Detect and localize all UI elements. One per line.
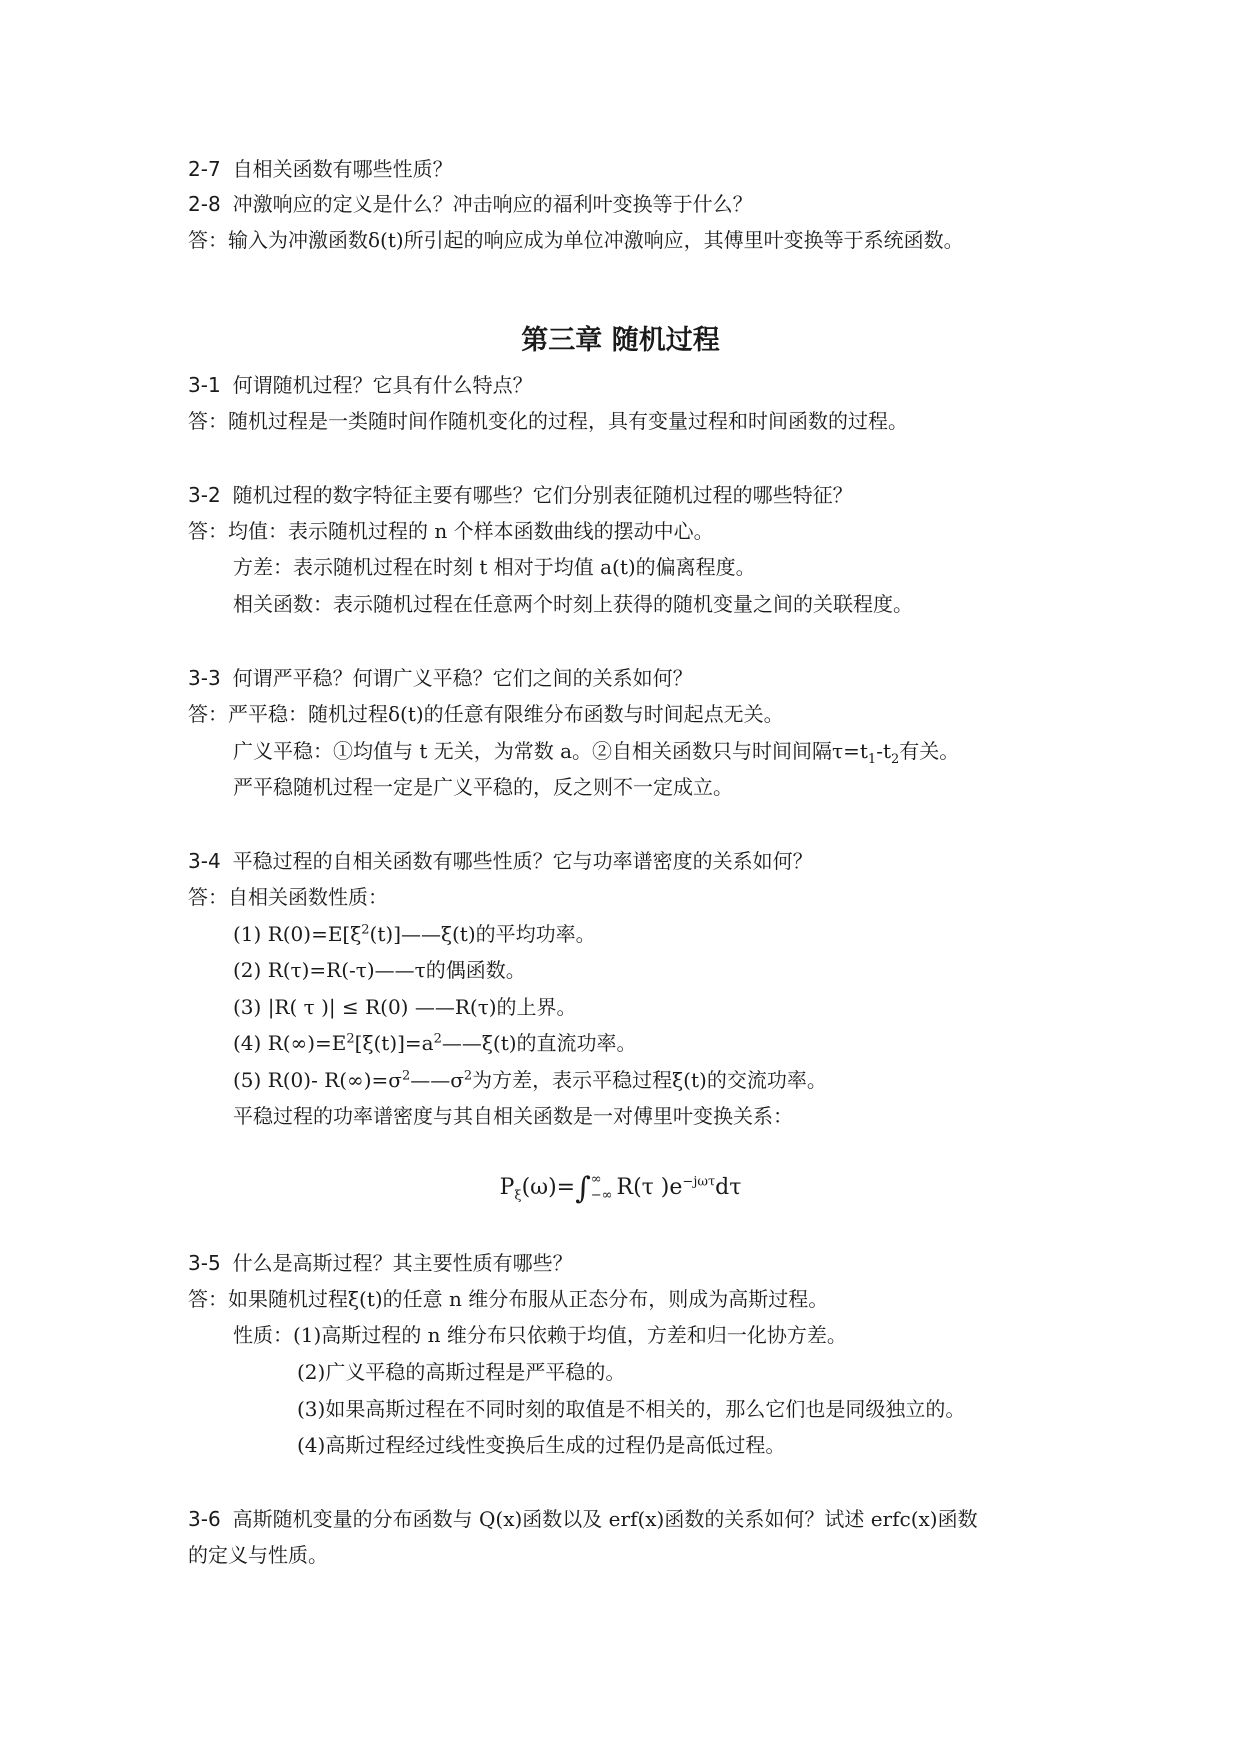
question-text: 什么是高斯过程？其主要性质有哪些？ [232, 1251, 573, 1275]
question-number: 3-6 [188, 1507, 221, 1531]
answer-3-3-strict: 答：严平稳：随机过程δ(t)的任意有限维分布函数与时间起点无关。 [188, 702, 784, 726]
answer-3-1: 答：随机过程是一类随时间作随机变化的过程，具有变量过程和时间函数的过程。 [188, 409, 908, 433]
question-2-8 [188, 189, 753, 219]
question-number: 3-3 [188, 666, 221, 690]
property-2: (2) R(τ)=R(-τ)——τ的偶函数。 [233, 958, 526, 982]
answer-3-2-correlation: 相关函数：表示随机过程在任意两个时刻上获得的随机变量之间的关联程度。 [233, 592, 913, 616]
text-part: [ξ(t)]=a [354, 1031, 434, 1055]
question-3-1 [188, 370, 533, 400]
superscript: −jωτ [682, 1174, 716, 1190]
answer-3-2-mean: 答：均值：表示随机过程的 n 个样本函数曲线的摆动中心。 [188, 519, 714, 543]
text-part: ——ξ(t)的直流功率。 [441, 1031, 637, 1055]
text-part: 为方差，表示平稳过程ξ(t)的交流功率。 [472, 1068, 827, 1092]
superscript: 2 [433, 1031, 442, 1047]
question-text: 随机过程的数字特征主要有哪些？它们分别表征随机过程的哪些特征？ [232, 483, 853, 507]
answer-3-5-prop1: 性质：(1)高斯过程的 n 维分布只依赖于均值，方差和归一化协方差。 [233, 1323, 847, 1347]
question-number: 2-8 [188, 192, 221, 216]
text-part: (1) R(0)=E[ξ [233, 922, 362, 946]
question-number: 3-2 [188, 483, 221, 507]
lower-limit: −∞ [590, 1188, 613, 1203]
answer-2-8: 答：输入为冲激函数δ(t)所引起的响应成为单位冲激响应，其傅里叶变换等于系统函数。 [188, 228, 964, 252]
question-number: 3-4 [188, 849, 221, 873]
integral-limits [591, 1172, 613, 1204]
subscript: ξ [514, 1188, 522, 1204]
question-text: 平稳过程的自相关函数有哪些性质？它与功率谱密度的关系如何？ [232, 849, 813, 873]
property-1 [233, 919, 596, 949]
answer-3-3-wide [233, 736, 959, 766]
upper-limit: ∞ [590, 1172, 602, 1187]
answer-3-3-relation: 严平稳随机过程一定是广义平稳的，反之则不一定成立。 [233, 775, 733, 799]
text-part: (t)]——ξ(t)的平均功率。 [369, 922, 596, 946]
question-number: 3-5 [188, 1251, 221, 1275]
psd-formula [0, 1168, 1241, 1209]
question-text: 何谓严平稳？何谓广义平稳？它们之间的关系如何？ [232, 666, 693, 690]
answer-3-5-prop3: (3)如果高斯过程在不同时刻的取值是不相关的，那么它们也是同级独立的。 [297, 1397, 966, 1421]
subscript: 1 [867, 752, 877, 767]
question-text: 高斯随机变量的分布函数与 Q(x)函数以及 erf(x)函数的关系如何？试述 erfc(x)函数 [232, 1507, 978, 1531]
fourier-relation: 平稳过程的功率谱密度与其自相关函数是一对傅里叶变换关系： [233, 1104, 793, 1128]
text-part: ——σ [410, 1068, 464, 1092]
question-3-6-cont: 的定义与性质。 [188, 1543, 328, 1567]
superscript: 2 [361, 922, 370, 938]
superscript: 2 [401, 1068, 411, 1084]
text-part: 有关。 [899, 739, 960, 763]
text-part: -t [876, 739, 891, 763]
formula-part: P [499, 1175, 515, 1200]
formula-part: R(τ )e [616, 1175, 683, 1200]
question-number: 3-1 [188, 373, 221, 397]
question-3-3 [188, 663, 693, 693]
question-text: 冲激响应的定义是什么？冲击响应的福利叶变换等于什么？ [232, 192, 753, 216]
chapter-title: 第三章 随机过程 [521, 325, 720, 356]
formula-part: dτ [715, 1175, 742, 1200]
text-part: 广义平稳：①均值与 t 无关，为常数 a。②自相关函数只与时间间隔τ=t [233, 739, 868, 763]
question-3-6 [188, 1504, 978, 1534]
superscript: 2 [346, 1031, 355, 1047]
property-3: (3) |R( τ )| ≤ R(0) ——R(τ)的上界。 [233, 995, 577, 1019]
answer-3-4-intro: 答：自相关函数性质： [188, 885, 388, 909]
subscript: 2 [890, 752, 900, 767]
property-5 [233, 1065, 827, 1095]
question-number: 2-7 [188, 157, 221, 181]
answer-3-5-prop2: (2)广义平稳的高斯过程是严平稳的。 [297, 1360, 626, 1384]
answer-3-2-variance: 方差：表示随机过程在时刻 t 相对于均值 a(t)的偏离程度。 [233, 555, 756, 579]
question-2-7 [188, 154, 453, 184]
integral-sign: ∫ [575, 1171, 591, 1206]
text-part: (5) R(0)- R(∞)=σ [233, 1068, 402, 1092]
question-3-5 [188, 1248, 573, 1278]
superscript: 2 [463, 1068, 473, 1084]
property-4 [233, 1028, 637, 1058]
question-3-2 [188, 480, 853, 510]
answer-3-5-def: 答：如果随机过程ξ(t)的任意 n 维分布服从正态分布，则成为高斯过程。 [188, 1287, 829, 1311]
answer-3-5-prop4: (4)高斯过程经过线性变换后生成的过程仍是高低过程。 [297, 1433, 786, 1457]
question-3-4 [188, 846, 813, 876]
question-text: 何谓随机过程？它具有什么特点？ [232, 373, 533, 397]
formula-part: (ω)= [521, 1175, 576, 1200]
question-text: 自相关函数有哪些性质？ [232, 157, 453, 181]
text-part: (4) R(∞)=E [233, 1031, 347, 1055]
